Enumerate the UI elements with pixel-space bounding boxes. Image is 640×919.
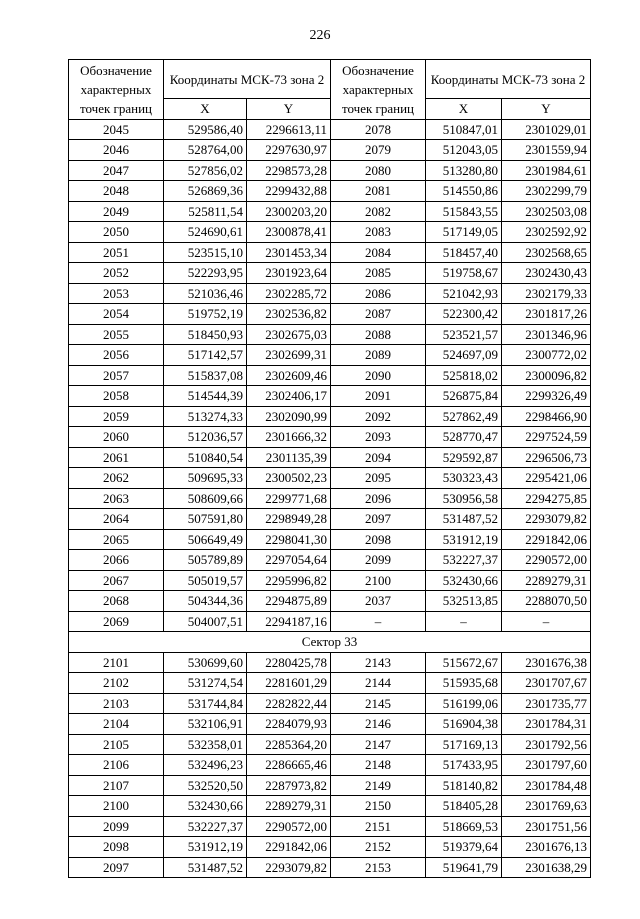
point-id-right: 2152	[331, 837, 426, 858]
point-id-right: 2151	[331, 816, 426, 837]
y-right: 2294275,85	[502, 488, 591, 509]
point-id-right: 2097	[331, 509, 426, 530]
x-right: 510847,01	[426, 119, 502, 140]
point-id-left: 2063	[69, 488, 164, 509]
point-id-right: 2081	[331, 181, 426, 202]
x-right: 515843,55	[426, 201, 502, 222]
table-row	[69, 673, 591, 694]
table-row	[69, 816, 591, 837]
y-right: 2301676,38	[502, 652, 591, 673]
x-right: 526875,84	[426, 386, 502, 407]
point-id-right: 2091	[331, 386, 426, 407]
point-id-right: 2089	[331, 345, 426, 366]
point-id-left: 2053	[69, 283, 164, 304]
y-right: 2302179,33	[502, 283, 591, 304]
y-right: 2302299,79	[502, 181, 591, 202]
y-left: 2284079,93	[247, 714, 331, 735]
y-right: 2301784,31	[502, 714, 591, 735]
x-left: 526869,36	[164, 181, 247, 202]
point-id-left: 2061	[69, 447, 164, 468]
table-row	[69, 652, 591, 673]
point-id-right: 2090	[331, 365, 426, 386]
point-id-left: 2103	[69, 693, 164, 714]
table-row	[69, 345, 591, 366]
table-row	[69, 447, 591, 468]
y-left: 2298041,30	[247, 529, 331, 550]
y-left: 2298949,28	[247, 509, 331, 530]
x-left: 528764,00	[164, 140, 247, 161]
point-id-left: 2107	[69, 775, 164, 796]
x-right: 523521,57	[426, 324, 502, 345]
x-left: 531274,54	[164, 673, 247, 694]
point-id-right: 2145	[331, 693, 426, 714]
table-row	[69, 160, 591, 181]
y-left: 2301135,39	[247, 447, 331, 468]
y-right: 2297524,59	[502, 427, 591, 448]
header-designation-left: Обозначение характерных точек границ	[69, 60, 164, 120]
point-id-left: 2059	[69, 406, 164, 427]
x-left: 508609,66	[164, 488, 247, 509]
y-left: 2296613,11	[247, 119, 331, 140]
x-right: 518457,40	[426, 242, 502, 263]
y-right: 2301735,77	[502, 693, 591, 714]
point-id-right: 2085	[331, 263, 426, 284]
x-right: 514550,86	[426, 181, 502, 202]
point-id-right: 2149	[331, 775, 426, 796]
x-right: 531487,52	[426, 509, 502, 530]
point-id-left: 2102	[69, 673, 164, 694]
x-left: 532227,37	[164, 816, 247, 837]
table-row	[69, 283, 591, 304]
point-id-right: 2146	[331, 714, 426, 735]
x-left: 505789,89	[164, 550, 247, 571]
x-right: 530323,43	[426, 468, 502, 489]
y-right: 2301984,61	[502, 160, 591, 181]
y-left: 2281601,29	[247, 673, 331, 694]
point-id-left: 2047	[69, 160, 164, 181]
x-right: 518405,28	[426, 796, 502, 817]
y-left: 2300502,23	[247, 468, 331, 489]
point-id-right: 2082	[331, 201, 426, 222]
table-row	[69, 140, 591, 161]
point-id-right: 2078	[331, 119, 426, 140]
x-right: 513280,80	[426, 160, 502, 181]
x-right: 516904,38	[426, 714, 502, 735]
x-right: 517433,95	[426, 755, 502, 776]
x-left: 513274,33	[164, 406, 247, 427]
point-id-left: 2104	[69, 714, 164, 735]
y-right: 2301751,56	[502, 816, 591, 837]
x-right: 515935,68	[426, 673, 502, 694]
point-id-left: 2069	[69, 611, 164, 632]
y-right: 2302430,43	[502, 263, 591, 284]
x-right: 532430,66	[426, 570, 502, 591]
page-number: 226	[309, 28, 331, 43]
y-left: 2280425,78	[247, 652, 331, 673]
x-left: 532496,23	[164, 755, 247, 776]
point-id-left: 2066	[69, 550, 164, 571]
point-id-left: 2049	[69, 201, 164, 222]
header-y-right: Y	[502, 99, 591, 120]
point-id-right: 2150	[331, 796, 426, 817]
table-row	[69, 406, 591, 427]
x-right: 512043,05	[426, 140, 502, 161]
y-left: 2294875,89	[247, 591, 331, 612]
table-row	[69, 386, 591, 407]
y-left: 2300203,20	[247, 201, 331, 222]
y-left: 2302406,17	[247, 386, 331, 407]
x-left: 531912,19	[164, 837, 247, 858]
point-id-right: 2099	[331, 550, 426, 571]
x-left: 506649,49	[164, 529, 247, 550]
y-right: 2300096,82	[502, 365, 591, 386]
y-left: 2295996,82	[247, 570, 331, 591]
point-id-right: 2092	[331, 406, 426, 427]
y-left: 2302699,31	[247, 345, 331, 366]
x-left: 507591,80	[164, 509, 247, 530]
table-row	[69, 263, 591, 284]
y-left: 2297054,64	[247, 550, 331, 571]
point-id-right: 2098	[331, 529, 426, 550]
x-left: 530699,60	[164, 652, 247, 673]
y-right: 2289279,31	[502, 570, 591, 591]
y-left: 2298573,28	[247, 160, 331, 181]
y-left: 2294187,16	[247, 611, 331, 632]
x-left: 531487,52	[164, 857, 247, 878]
x-left: 525811,54	[164, 201, 247, 222]
x-left: 509695,33	[164, 468, 247, 489]
point-id-left: 2051	[69, 242, 164, 263]
x-left: 514544,39	[164, 386, 247, 407]
header-x-left: X	[164, 99, 247, 120]
point-id-right: 2080	[331, 160, 426, 181]
table-row	[69, 509, 591, 530]
x-left: 517142,57	[164, 345, 247, 366]
y-left: 2291842,06	[247, 837, 331, 858]
table-row	[69, 857, 591, 878]
point-id-left: 2062	[69, 468, 164, 489]
y-left: 2287973,82	[247, 775, 331, 796]
y-right: 2295421,06	[502, 468, 591, 489]
point-id-left: 2057	[69, 365, 164, 386]
x-left: 532358,01	[164, 734, 247, 755]
point-id-left: 2046	[69, 140, 164, 161]
point-id-left: 2105	[69, 734, 164, 755]
x-left: 523515,10	[164, 242, 247, 263]
y-left: 2302609,46	[247, 365, 331, 386]
point-id-left: 2052	[69, 263, 164, 284]
point-id-left: 2068	[69, 591, 164, 612]
x-left: 531744,84	[164, 693, 247, 714]
x-left: 518450,93	[164, 324, 247, 345]
sector-rows	[69, 652, 591, 878]
x-right: 522300,42	[426, 304, 502, 325]
x-right: –	[426, 611, 502, 632]
y-left: 2297630,97	[247, 140, 331, 161]
point-id-left: 2100	[69, 796, 164, 817]
x-right: 532513,85	[426, 591, 502, 612]
x-right: 517169,13	[426, 734, 502, 755]
x-left: 521036,46	[164, 283, 247, 304]
x-right: 519641,79	[426, 857, 502, 878]
y-right: 2302568,65	[502, 242, 591, 263]
y-left: 2301666,32	[247, 427, 331, 448]
table-row	[69, 468, 591, 489]
point-id-left: 2099	[69, 816, 164, 837]
y-right: 2301346,96	[502, 324, 591, 345]
point-id-right: 2143	[331, 652, 426, 673]
x-left: 504007,51	[164, 611, 247, 632]
x-left: 522293,95	[164, 263, 247, 284]
point-id-right: 2084	[331, 242, 426, 263]
point-id-left: 2101	[69, 652, 164, 673]
y-left: 2299432,88	[247, 181, 331, 202]
y-right: 2291842,06	[502, 529, 591, 550]
point-id-right: 2087	[331, 304, 426, 325]
point-id-right: 2086	[331, 283, 426, 304]
point-id-right: 2095	[331, 468, 426, 489]
table-row	[69, 201, 591, 222]
table-row	[69, 550, 591, 571]
header-y-left: Y	[247, 99, 331, 120]
point-id-left: 2055	[69, 324, 164, 345]
y-right: 2302592,92	[502, 222, 591, 243]
y-right: 2300772,02	[502, 345, 591, 366]
y-left: 2301923,64	[247, 263, 331, 284]
point-id-right: 2148	[331, 755, 426, 776]
y-left: 2301453,34	[247, 242, 331, 263]
x-left: 512036,57	[164, 427, 247, 448]
table-row	[69, 796, 591, 817]
x-left: 532430,66	[164, 796, 247, 817]
y-right: 2301784,48	[502, 775, 591, 796]
y-right: 2301559,94	[502, 140, 591, 161]
y-left: 2302285,72	[247, 283, 331, 304]
point-id-right: 2147	[331, 734, 426, 755]
x-left: 515837,08	[164, 365, 247, 386]
y-right: 2301707,67	[502, 673, 591, 694]
point-id-right: 2093	[331, 427, 426, 448]
y-right: 2301676,13	[502, 837, 591, 858]
x-left: 532106,91	[164, 714, 247, 735]
y-right: 2290572,00	[502, 550, 591, 571]
y-right: 2301638,29	[502, 857, 591, 878]
y-left: 2302536,82	[247, 304, 331, 325]
point-id-left: 2097	[69, 857, 164, 878]
y-right: 2301817,26	[502, 304, 591, 325]
table-row	[69, 119, 591, 140]
x-left: 532520,50	[164, 775, 247, 796]
y-right: 2299326,49	[502, 386, 591, 407]
point-id-right: 2083	[331, 222, 426, 243]
table-row	[69, 591, 591, 612]
y-left: 2299771,68	[247, 488, 331, 509]
x-right: 531912,19	[426, 529, 502, 550]
point-id-left: 2098	[69, 837, 164, 858]
table-row	[69, 837, 591, 858]
point-id-left: 2056	[69, 345, 164, 366]
table-row	[69, 714, 591, 735]
table-row	[69, 734, 591, 755]
table-row	[69, 365, 591, 386]
x-left: 505019,57	[164, 570, 247, 591]
table-row	[69, 304, 591, 325]
x-right: 517149,05	[426, 222, 502, 243]
y-right: 2301792,56	[502, 734, 591, 755]
table-row	[69, 427, 591, 448]
y-right: 2288070,50	[502, 591, 591, 612]
y-right: 2296506,73	[502, 447, 591, 468]
point-id-right: 2100	[331, 570, 426, 591]
table-row	[69, 775, 591, 796]
y-right: 2301797,60	[502, 755, 591, 776]
point-id-left: 2065	[69, 529, 164, 550]
x-left: 529586,40	[164, 119, 247, 140]
main-rows	[69, 119, 591, 632]
y-left: 2300878,41	[247, 222, 331, 243]
point-id-left: 2054	[69, 304, 164, 325]
x-right: 527862,49	[426, 406, 502, 427]
y-left: 2289279,31	[247, 796, 331, 817]
y-left: 2282822,44	[247, 693, 331, 714]
y-right: –	[502, 611, 591, 632]
header-x-right: X	[426, 99, 502, 120]
sector-label: Сектор 33	[69, 632, 591, 653]
y-left: 2285364,20	[247, 734, 331, 755]
point-id-right: 2037	[331, 591, 426, 612]
x-right: 516199,06	[426, 693, 502, 714]
x-right: 519758,67	[426, 263, 502, 284]
coordinates-table	[68, 59, 591, 878]
point-id-left: 2106	[69, 755, 164, 776]
x-right: 519379,64	[426, 837, 502, 858]
header-designation-right: Обозначение характерных точек границ	[331, 60, 426, 120]
y-left: 2302675,03	[247, 324, 331, 345]
point-id-right: 2144	[331, 673, 426, 694]
y-right: 2302503,08	[502, 201, 591, 222]
x-right: 518140,82	[426, 775, 502, 796]
point-id-right: 2079	[331, 140, 426, 161]
point-id-left: 2060	[69, 427, 164, 448]
point-id-left: 2067	[69, 570, 164, 591]
header-coordinates-left: Координаты МСК-73 зона 2	[164, 60, 331, 99]
x-left: 527856,02	[164, 160, 247, 181]
y-left: 2290572,00	[247, 816, 331, 837]
table-row	[69, 222, 591, 243]
x-left: 510840,54	[164, 447, 247, 468]
point-id-left: 2058	[69, 386, 164, 407]
point-id-left: 2050	[69, 222, 164, 243]
x-right: 521042,93	[426, 283, 502, 304]
y-right: 2298466,90	[502, 406, 591, 427]
x-right: 525818,02	[426, 365, 502, 386]
point-id-left: 2048	[69, 181, 164, 202]
y-left: 2286665,46	[247, 755, 331, 776]
x-right: 530956,58	[426, 488, 502, 509]
point-id-right: 2094	[331, 447, 426, 468]
table-row	[69, 242, 591, 263]
x-right: 529592,87	[426, 447, 502, 468]
y-right: 2301029,01	[502, 119, 591, 140]
y-right: 2301769,63	[502, 796, 591, 817]
x-right: 515672,67	[426, 652, 502, 673]
x-left: 504344,36	[164, 591, 247, 612]
x-right: 532227,37	[426, 550, 502, 571]
x-left: 519752,19	[164, 304, 247, 325]
x-right: 518669,53	[426, 816, 502, 837]
table-row	[69, 693, 591, 714]
point-id-left: 2045	[69, 119, 164, 140]
y-left: 2293079,82	[247, 857, 331, 878]
table-row	[69, 570, 591, 591]
table-row	[69, 611, 591, 632]
table-row	[69, 529, 591, 550]
point-id-right: 2153	[331, 857, 426, 878]
x-right: 528770,47	[426, 427, 502, 448]
table-row	[69, 488, 591, 509]
table-row	[69, 755, 591, 776]
point-id-right: 2096	[331, 488, 426, 509]
header-coordinates-right: Координаты МСК-73 зона 2	[426, 60, 591, 99]
x-right: 524697,09	[426, 345, 502, 366]
y-right: 2293079,82	[502, 509, 591, 530]
point-id-left: 2064	[69, 509, 164, 530]
point-id-right: 2088	[331, 324, 426, 345]
y-left: 2302090,99	[247, 406, 331, 427]
table-row	[69, 324, 591, 345]
point-id-right: –	[331, 611, 426, 632]
table-row	[69, 181, 591, 202]
x-left: 524690,61	[164, 222, 247, 243]
